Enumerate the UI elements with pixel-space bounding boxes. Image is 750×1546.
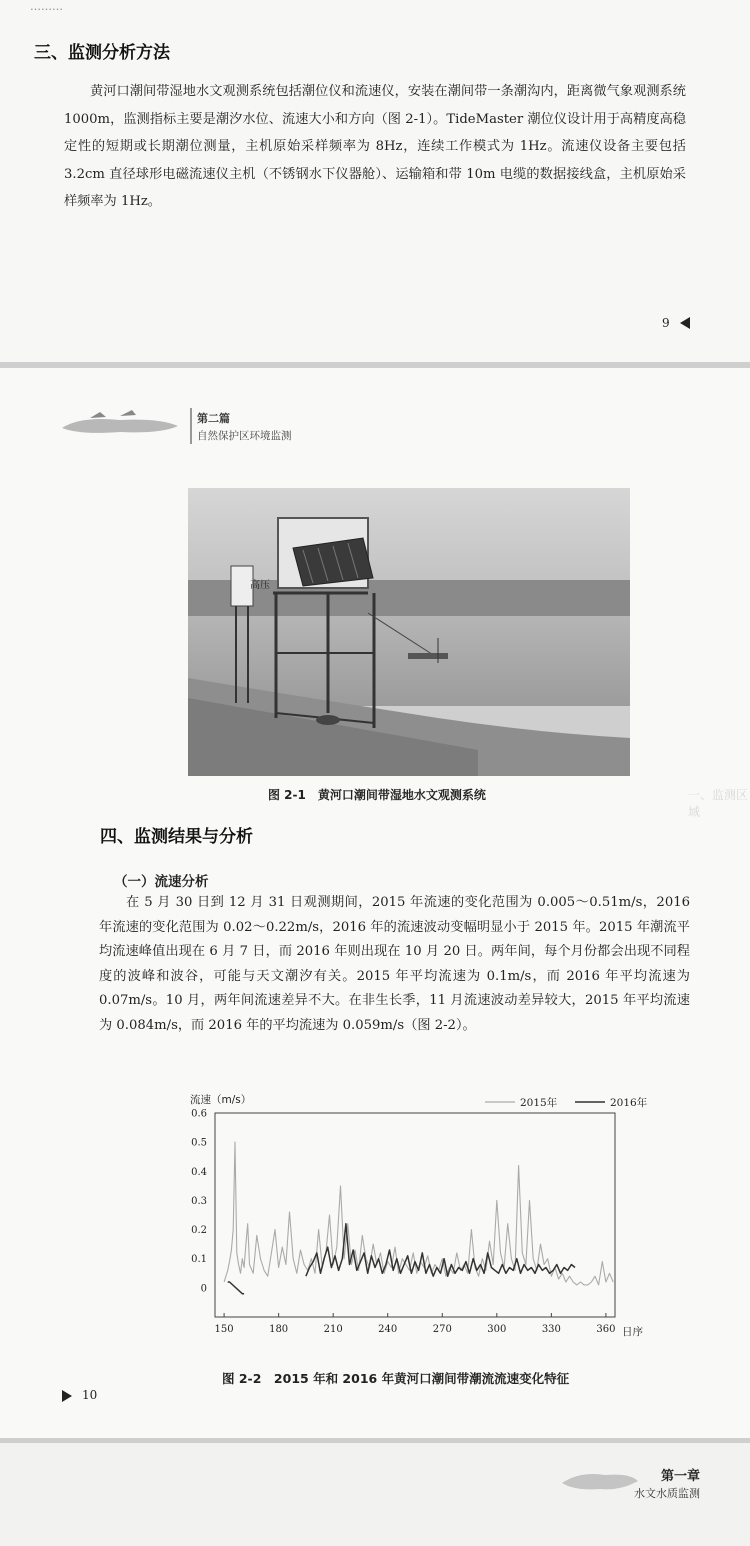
bleed-through-text: 一、监测区域 xyxy=(688,788,749,819)
legend-label-2015: 2015年 xyxy=(520,1097,558,1109)
header-sub: 自然保护区环境监测 xyxy=(197,430,292,442)
station-photo xyxy=(188,488,630,776)
figure2-caption: 图 2-2 2015 年和 2016 年黄河口潮间带潮流流速变化特征 xyxy=(222,1371,570,1386)
y-axis-label: 流速（m/s） xyxy=(190,1094,252,1106)
x-tick-label: 360 xyxy=(596,1324,616,1335)
velocity-chart xyxy=(180,1088,650,1358)
y-ticks xyxy=(191,1109,207,1295)
subheading-velocity: （一）流速分析 xyxy=(114,874,209,890)
y-tick-label: 0.5 xyxy=(191,1137,207,1149)
methods-paragraph: 黄河口潮间带湿地水文观测系统包括潮位仪和流速仪，安装在潮间带一条潮沟内，距离微气象观测系统 1000m，监测指标主要是潮汐水位、流速大小和方向（图 2-1）。TideMaster 潮位仪设计用于高精度高稳定性的短期或长期潮位测量，主机原始采样频率为 8Hz，连续工作模式为 1Hz。流速仪设备主要包括 3.2cm 直径球形电磁流速仪主机（不锈钢水下仪器舱）、运输箱和带 10m 电缆的数据接线盒，主机原始采样频率为 1Hz。 xyxy=(64,84,686,209)
legend-label-2016: 2016年 xyxy=(610,1097,648,1109)
cut-off-header: ……… xyxy=(30,0,63,13)
header-divider xyxy=(190,408,192,444)
header-part: 第二篇 xyxy=(197,412,230,425)
chapter-title: 第一章 xyxy=(660,1469,700,1484)
legend xyxy=(485,1096,648,1109)
page-number: 9 xyxy=(662,316,670,330)
page-arrow-icon xyxy=(680,317,690,329)
page-11-top xyxy=(0,1443,750,1546)
page-arrow-icon xyxy=(62,1390,72,1402)
y-tick-label: 0.1 xyxy=(191,1254,207,1266)
y-tick-label: 0.6 xyxy=(191,1108,207,1120)
page-10 xyxy=(0,368,750,1438)
x-ticks xyxy=(215,1313,616,1335)
x-tick-label: 270 xyxy=(432,1324,452,1335)
figure-photo xyxy=(188,488,630,776)
x-axis-label: 日序 xyxy=(622,1326,643,1338)
series-line-2015年 xyxy=(224,1142,613,1285)
page-9 xyxy=(0,0,750,362)
x-tick-label: 330 xyxy=(541,1324,561,1335)
x-tick-label: 180 xyxy=(269,1324,289,1335)
series-lines xyxy=(224,1142,613,1294)
y-tick-label: 0.2 xyxy=(191,1225,207,1237)
chapter-logo xyxy=(560,1465,640,1495)
x-tick-label: 150 xyxy=(214,1324,234,1335)
x-tick-label: 300 xyxy=(487,1324,507,1335)
header-logo xyxy=(60,408,180,438)
x-tick-label: 240 xyxy=(378,1324,398,1335)
page-number: 10 xyxy=(82,1388,98,1402)
x-tick-label: 210 xyxy=(323,1324,343,1335)
section-heading-methods: 三、监测分析方法 xyxy=(34,43,170,63)
photo-sign-text: 高压 xyxy=(250,580,270,591)
y-tick-label: 0.3 xyxy=(191,1195,207,1207)
y-tick-label: 0 xyxy=(200,1283,207,1295)
figure1-caption: 图 2-1 黄河口潮间带湿地水文观测系统 xyxy=(268,788,486,802)
velocity-paragraph: 在 5 月 30 日到 12 月 31 日观测期间，2015 年流速的变化范围为 0.005～0.51m/s，2016 年流速的变化范围为 0.02～0.22m/s，2016 年的流速波动变幅明显小于 2015 年。2015 年潮流平均流速峰值出现在 6 月 7 日，而 2016 年则出现在 10 月 20 日。两年间，每个月份都会出现不同程度的波峰和波谷，可能与天文潮汐有关。2015 年平均流速为 0.1m/s，而 2016 年平均流速为 0.07m/s。10 月，两年间流速差异不大。在非生长季，11 月流速波动差异较大，2015 年平均流速为 0.084m/s，而 2016 年的平均流速为 0.059m/s（图 2-2）。 xyxy=(99,895,690,1033)
section-heading-results: 四、监测结果与分析 xyxy=(100,827,253,847)
plot-frame xyxy=(215,1113,615,1317)
y-tick-label: 0.4 xyxy=(191,1166,207,1178)
chapter-sub: 水文水质监测 xyxy=(634,1487,700,1500)
